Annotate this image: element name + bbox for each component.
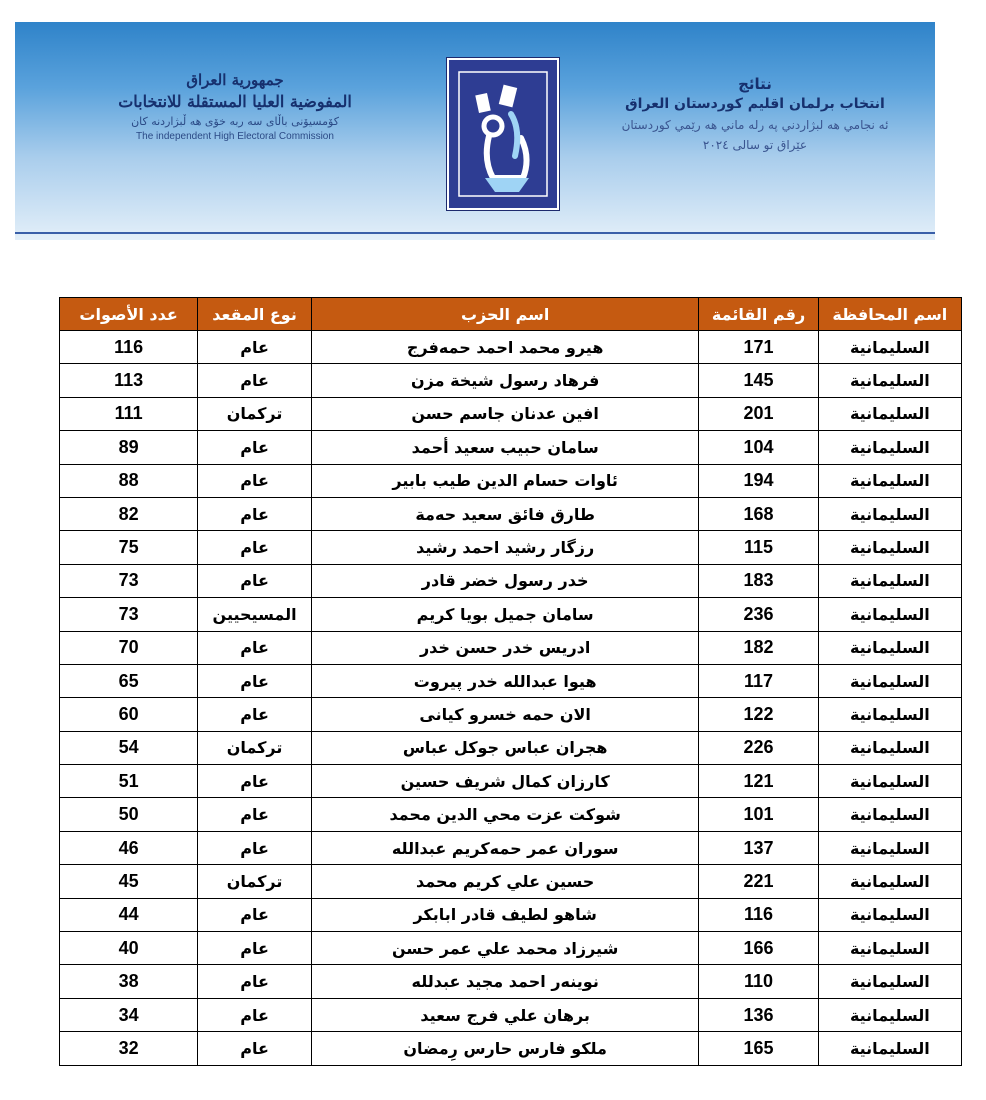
cell-seat-type: عام: [198, 331, 312, 364]
cell-seat-type: تركمان: [198, 865, 312, 898]
cell-list-number: 101: [699, 798, 818, 831]
table-row: [60, 765, 962, 798]
cell-seat-type: عام: [198, 497, 312, 530]
cell-governorate: السليمانية: [818, 731, 961, 764]
cell-governorate: السليمانية: [818, 497, 961, 530]
cell-governorate: السليمانية: [818, 765, 961, 798]
table-row: [60, 1032, 962, 1065]
cell-party-name: هجران عباس جوكل عباس: [311, 731, 699, 764]
table-row: [60, 998, 962, 1031]
cell-list-number: 110: [699, 965, 818, 998]
cell-list-number: 136: [699, 998, 818, 1031]
cell-seat-type: عام: [198, 531, 312, 564]
header-party: اسم الحزب: [311, 298, 699, 331]
election-title-arabic: انتخاب برلمان اقليم كوردستان العراق: [625, 96, 885, 112]
table-row: [60, 731, 962, 764]
cell-party-name: سامان جميل بويا كريم: [311, 598, 699, 631]
cell-party-name: طارق فائق سعيد حەمة: [311, 497, 699, 530]
cell-votes: 34: [60, 998, 198, 1031]
table-row: [60, 497, 962, 530]
cell-seat-type: عام: [198, 798, 312, 831]
cell-party-name: هيرو محمد احمد حمەفرج: [311, 331, 699, 364]
cell-party-name: برهان علي فرج سعيد: [311, 998, 699, 1031]
header-seat-type: نوع المقعد: [198, 298, 312, 331]
commission-name-english: The independent High Electoral Commission: [136, 131, 334, 142]
cell-governorate: السليمانية: [818, 564, 961, 597]
table-row: [60, 397, 962, 430]
cell-governorate: السليمانية: [818, 598, 961, 631]
cell-seat-type: عام: [198, 932, 312, 965]
cell-list-number: 221: [699, 865, 818, 898]
results-table: [59, 297, 962, 1066]
table-row: [60, 631, 962, 664]
cell-votes: 73: [60, 564, 198, 597]
results-table-body: [60, 331, 962, 1066]
cell-votes: 73: [60, 598, 198, 631]
cell-party-name: شاهو لطيف قادر ابابكر: [311, 898, 699, 931]
table-row: [60, 965, 962, 998]
ihec-logo-icon: [447, 58, 559, 210]
cell-seat-type: عام: [198, 898, 312, 931]
cell-party-name: حسين علي كريم محمد: [311, 865, 699, 898]
cell-votes: 50: [60, 798, 198, 831]
cell-governorate: السليمانية: [818, 898, 961, 931]
cell-list-number: 121: [699, 765, 818, 798]
cell-list-number: 182: [699, 631, 818, 664]
cell-votes: 82: [60, 497, 198, 530]
results-title-block: [605, 74, 905, 154]
cell-votes: 113: [60, 364, 198, 397]
cell-seat-type: عام: [198, 831, 312, 864]
cell-party-name: رزگار رشيد احمد رشيد: [311, 531, 699, 564]
cell-votes: 44: [60, 898, 198, 931]
cell-party-name: شوكت عزت محي الدين محمد: [311, 798, 699, 831]
cell-votes: 45: [60, 865, 198, 898]
cell-party-name: فرهاد رسول شيخة مزن: [311, 364, 699, 397]
cell-party-name: سوران عمر حمەكريم عبدالله: [311, 831, 699, 864]
cell-party-name: ملكو فارس حارس رِمضان: [311, 1032, 699, 1065]
cell-seat-type: عام: [198, 998, 312, 1031]
cell-seat-type: عام: [198, 364, 312, 397]
table-row: [60, 831, 962, 864]
cell-seat-type: عام: [198, 464, 312, 497]
cell-list-number: 194: [699, 464, 818, 497]
cell-party-name: ئاوات حسام الدين طيب بابير: [311, 464, 699, 497]
cell-governorate: السليمانية: [818, 364, 961, 397]
results-title: نتائج: [738, 75, 772, 93]
cell-governorate: السليمانية: [818, 1032, 961, 1065]
commission-name-block: [110, 70, 360, 144]
cell-list-number: 168: [699, 497, 818, 530]
cell-party-name: كارزان كمال شريف حسين: [311, 765, 699, 798]
cell-list-number: 116: [699, 898, 818, 931]
cell-votes: 89: [60, 431, 198, 464]
commission-name-kurdish: كۆمسیۆنی باڵای سه ربه خۆی هه ڵبژاردنه كان: [131, 115, 339, 128]
election-year: عێراق تو سالی ٢٠٢٤: [702, 138, 808, 152]
cell-seat-type: عام: [198, 564, 312, 597]
cell-party-name: شيرزاد محمد علي عمر حسن: [311, 932, 699, 965]
cell-list-number: 122: [699, 698, 818, 731]
cell-party-name: سامان حبيب سعيد أحمد: [311, 431, 699, 464]
table-header-row: [60, 298, 962, 331]
table-row: [60, 664, 962, 697]
cell-list-number: 226: [699, 731, 818, 764]
table-row: [60, 598, 962, 631]
cell-governorate: السليمانية: [818, 397, 961, 430]
cell-seat-type: تركمان: [198, 731, 312, 764]
header-governorate: اسم المحافظة: [818, 298, 961, 331]
cell-list-number: 165: [699, 1032, 818, 1065]
cell-votes: 46: [60, 831, 198, 864]
table-row: [60, 364, 962, 397]
cell-list-number: 171: [699, 331, 818, 364]
cell-votes: 75: [60, 531, 198, 564]
commission-name-arabic: المفوضية العليا المستقلة للانتخابات: [118, 92, 352, 111]
cell-party-name: نوينەر احمد مجيد عبدلله: [311, 965, 699, 998]
cell-governorate: السليمانية: [818, 798, 961, 831]
cell-votes: 54: [60, 731, 198, 764]
cell-votes: 32: [60, 1032, 198, 1065]
cell-seat-type: عام: [198, 631, 312, 664]
cell-votes: 51: [60, 765, 198, 798]
cell-votes: 111: [60, 397, 198, 430]
table-row: [60, 464, 962, 497]
election-title-kurdish: ئه نجامي هه لبژاردني په رله ماني هه رێمي كوردستان: [621, 118, 889, 132]
cell-governorate: السليمانية: [818, 331, 961, 364]
table-row: [60, 865, 962, 898]
cell-list-number: 236: [699, 598, 818, 631]
table-row: [60, 431, 962, 464]
table-row: [60, 798, 962, 831]
table-row: [60, 898, 962, 931]
cell-governorate: السليمانية: [818, 431, 961, 464]
cell-list-number: 104: [699, 431, 818, 464]
cell-seat-type: عام: [198, 1032, 312, 1065]
header-banner: [15, 22, 935, 240]
cell-governorate: السليمانية: [818, 932, 961, 965]
table-row: [60, 932, 962, 965]
header-list-number: رقم القائمة: [699, 298, 818, 331]
cell-list-number: 115: [699, 531, 818, 564]
cell-list-number: 137: [699, 831, 818, 864]
cell-seat-type: عام: [198, 664, 312, 697]
table-row: [60, 698, 962, 731]
table-row: [60, 564, 962, 597]
cell-votes: 65: [60, 664, 198, 697]
cell-seat-type: عام: [198, 965, 312, 998]
cell-seat-type: عام: [198, 698, 312, 731]
cell-governorate: السليمانية: [818, 631, 961, 664]
cell-seat-type: عام: [198, 765, 312, 798]
cell-votes: 70: [60, 631, 198, 664]
cell-governorate: السليمانية: [818, 965, 961, 998]
cell-list-number: 166: [699, 932, 818, 965]
cell-list-number: 117: [699, 664, 818, 697]
banner-divider: [15, 232, 935, 234]
cell-party-name: خدر رسول خضر قادر: [311, 564, 699, 597]
cell-governorate: السليمانية: [818, 865, 961, 898]
cell-votes: 40: [60, 932, 198, 965]
cell-governorate: السليمانية: [818, 531, 961, 564]
cell-votes: 60: [60, 698, 198, 731]
cell-governorate: السليمانية: [818, 464, 961, 497]
cell-list-number: 183: [699, 564, 818, 597]
cell-governorate: السليمانية: [818, 664, 961, 697]
cell-list-number: 201: [699, 397, 818, 430]
table-row: [60, 331, 962, 364]
cell-governorate: السليمانية: [818, 831, 961, 864]
cell-governorate: السليمانية: [818, 998, 961, 1031]
cell-party-name: افين عدنان جاسم حسن: [311, 397, 699, 430]
cell-governorate: السليمانية: [818, 698, 961, 731]
cell-seat-type: تركمان: [198, 397, 312, 430]
cell-votes: 38: [60, 965, 198, 998]
republic-name: جمهورية العراق: [186, 71, 284, 89]
cell-party-name: الان حمه خسرو كيانى: [311, 698, 699, 731]
cell-list-number: 145: [699, 364, 818, 397]
cell-party-name: هيوا عبدالله خدر پيروت: [311, 664, 699, 697]
table-row: [60, 531, 962, 564]
header-votes: عدد الأصوات: [60, 298, 198, 331]
cell-seat-type: المسيحيين: [198, 598, 312, 631]
cell-party-name: ادريس خدر حسن خدر: [311, 631, 699, 664]
cell-votes: 116: [60, 331, 198, 364]
cell-seat-type: عام: [198, 431, 312, 464]
cell-votes: 88: [60, 464, 198, 497]
